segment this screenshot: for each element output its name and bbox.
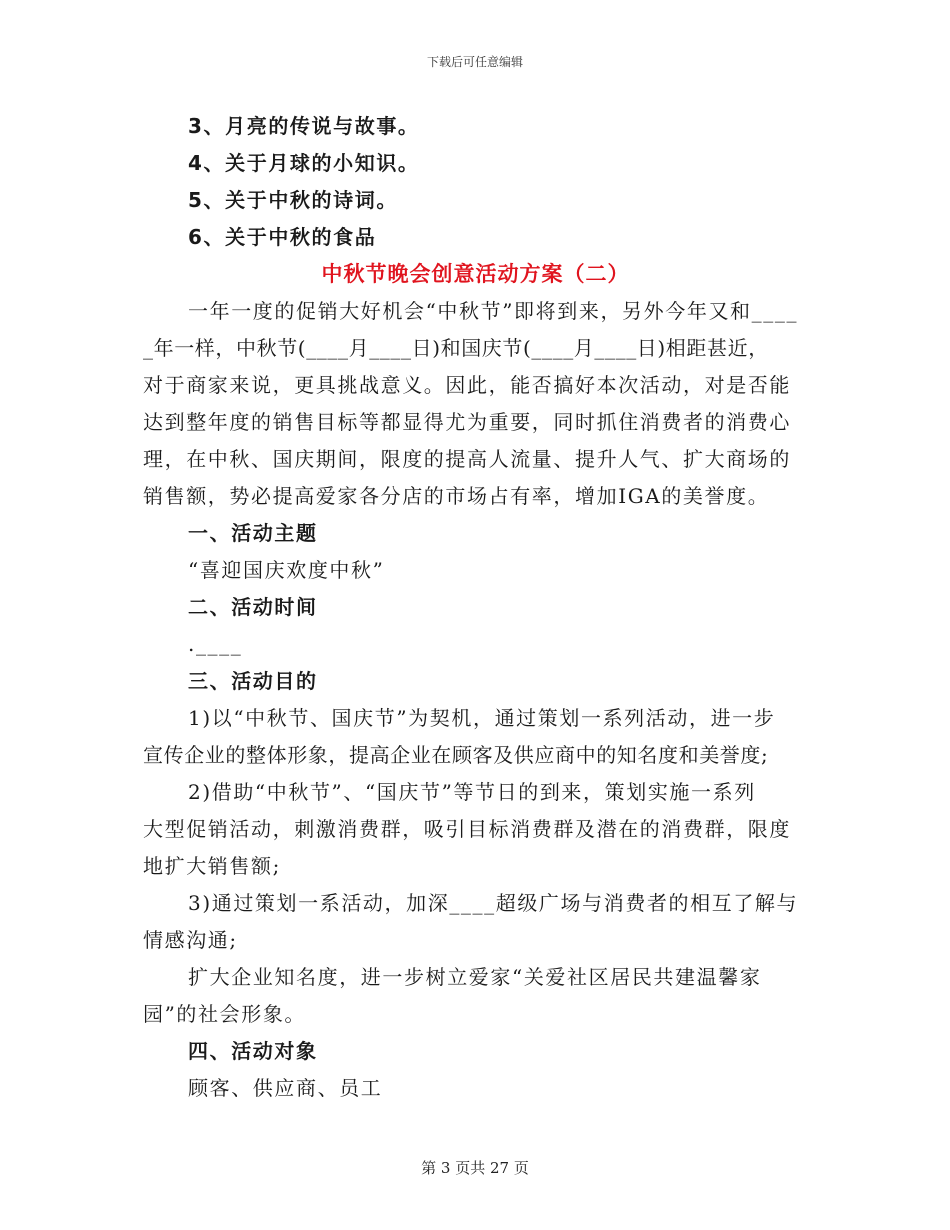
section-body: 顾客、供应商、员工 <box>188 1076 383 1100</box>
paragraph-line: 理，在中秋、国庆期间，限度的提高人流量、提升人气、扩大商场的 <box>143 447 791 471</box>
paragraph-line: 2)借助“中秋节”、“国庆节”等节日的到来，策划实施一系列 <box>188 780 756 804</box>
paragraph-line: 销售额，势必提高爱家各分店的市场占有率，增加IGA的美誉度。 <box>143 484 770 508</box>
section-heading: 二、活动时间 <box>188 595 318 619</box>
paragraph-line: 宣传企业的整体形象，提高企业在顾客及供应商中的知名度和美誉度; <box>143 743 769 767</box>
paragraph-line: 地扩大销售额; <box>143 854 281 878</box>
paragraph-line: 园”的社会形象。 <box>143 1002 307 1026</box>
paragraph-line: 达到整年度的销售目标等都显得尤为重要，同时抓住消费者的消费心 <box>143 410 791 434</box>
section-body: “喜迎国庆欢度中秋” <box>188 558 385 582</box>
section-heading: 四、活动对象 <box>188 1039 318 1063</box>
document-body <box>143 108 808 1107</box>
paragraph-line: 扩大企业知名度，进一步树立爱家“关爱社区居民共建温馨家 <box>188 965 762 989</box>
paragraph-line: 大型促销活动，刺激消费群，吸引目标消费群及潜在的消费群，限度 <box>143 817 791 841</box>
list-item: 5、关于中秋的诗词。 <box>188 188 398 212</box>
paragraph-line: 一年一度的促销大好机会“中秋节”即将到来，另外今年又和____ <box>188 299 799 323</box>
paragraph-line: 1)以“中秋节、国庆节”为契机，通过策划一系列活动，进一步 <box>188 706 776 730</box>
section-body: .____ <box>188 632 243 656</box>
page-footer: 第 3 页共 27 页 <box>421 1159 529 1177</box>
paragraph-line: 对于商家来说，更具挑战意义。因此，能否搞好本次活动，对是否能 <box>143 373 791 397</box>
section-heading: 三、活动目的 <box>188 669 318 693</box>
section-heading: 一、活动主题 <box>188 521 318 545</box>
paragraph-line: _年一样，中秋节(____月____日)和国庆节(____月____日)相距甚近， <box>143 336 769 360</box>
paragraph-line: 情感沟通; <box>143 928 238 952</box>
paragraph-line: 3)通过策划一系活动，加深____超级广场与消费者的相互了解与 <box>188 891 799 915</box>
list-item: 3、月亮的传说与故事。 <box>188 114 420 138</box>
page-header: 下载后可任意编辑 <box>426 55 523 69</box>
document-title: 中秋节晚会创意活动方案（二） <box>321 262 630 286</box>
list-item: 4、关于月球的小知识。 <box>188 151 420 175</box>
list-item: 6、关于中秋的食品 <box>188 225 377 249</box>
